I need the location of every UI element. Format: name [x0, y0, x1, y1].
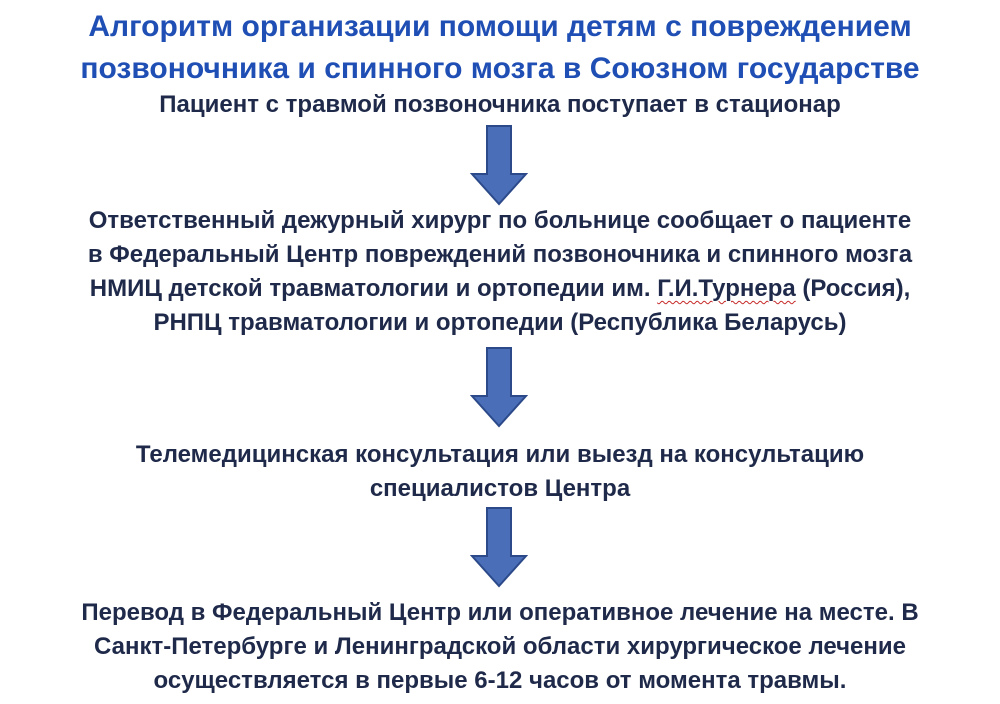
step-4-line-1: Перевод в Федеральный Центр или оперативное лечение на месте. В	[81, 599, 919, 626]
arrow-down-icon-2	[470, 346, 528, 428]
step-1-text: Пациент с травмой позвоночника поступает в стационар	[159, 91, 841, 118]
step-4-box	[0, 596, 1000, 698]
step-3-line-1: Телемедицинская консультация или выезд на консультацию	[135, 441, 865, 468]
title-line-1: Алгоритм организации помощи детям с повреждением	[88, 10, 912, 43]
step-2-line-4: РНПЦ травматологии и ортопедии (Республика Беларусь)	[153, 309, 847, 336]
step-4-line-3: осуществляется в первые 6-12 часов от момента травмы.	[153, 667, 847, 694]
step-2-box	[0, 204, 1000, 340]
arrow-down-icon-3	[470, 506, 528, 588]
step-2-line-3	[0, 272, 1000, 306]
arrow-down-icon-1	[470, 124, 528, 206]
diagram-title	[0, 6, 1000, 90]
step-4-line-2: Санкт-Петербурге и Ленинградской области хирургическое лечение	[93, 633, 906, 660]
step-3-line-2: специалистов Центра	[369, 475, 631, 502]
step-2-line-3-name: Г.И.Турнера	[657, 275, 796, 302]
step-2-line-3-suffix: (Россия),	[795, 275, 911, 302]
step-2-line-3-prefix: НМИЦ детской травматологии и ортопедии им.	[89, 275, 658, 302]
title-line-2: позвоночника и спинного мозга в Союзном государстве	[80, 52, 920, 85]
step-1-box	[0, 88, 1000, 122]
step-2-line-1: Ответственный дежурный хирург по больнице сообщает о пациенте	[88, 207, 912, 234]
step-3-box	[0, 438, 1000, 506]
step-2-line-2: в Федеральный Центр повреждений позвоночника и спинного мозга	[87, 241, 913, 268]
